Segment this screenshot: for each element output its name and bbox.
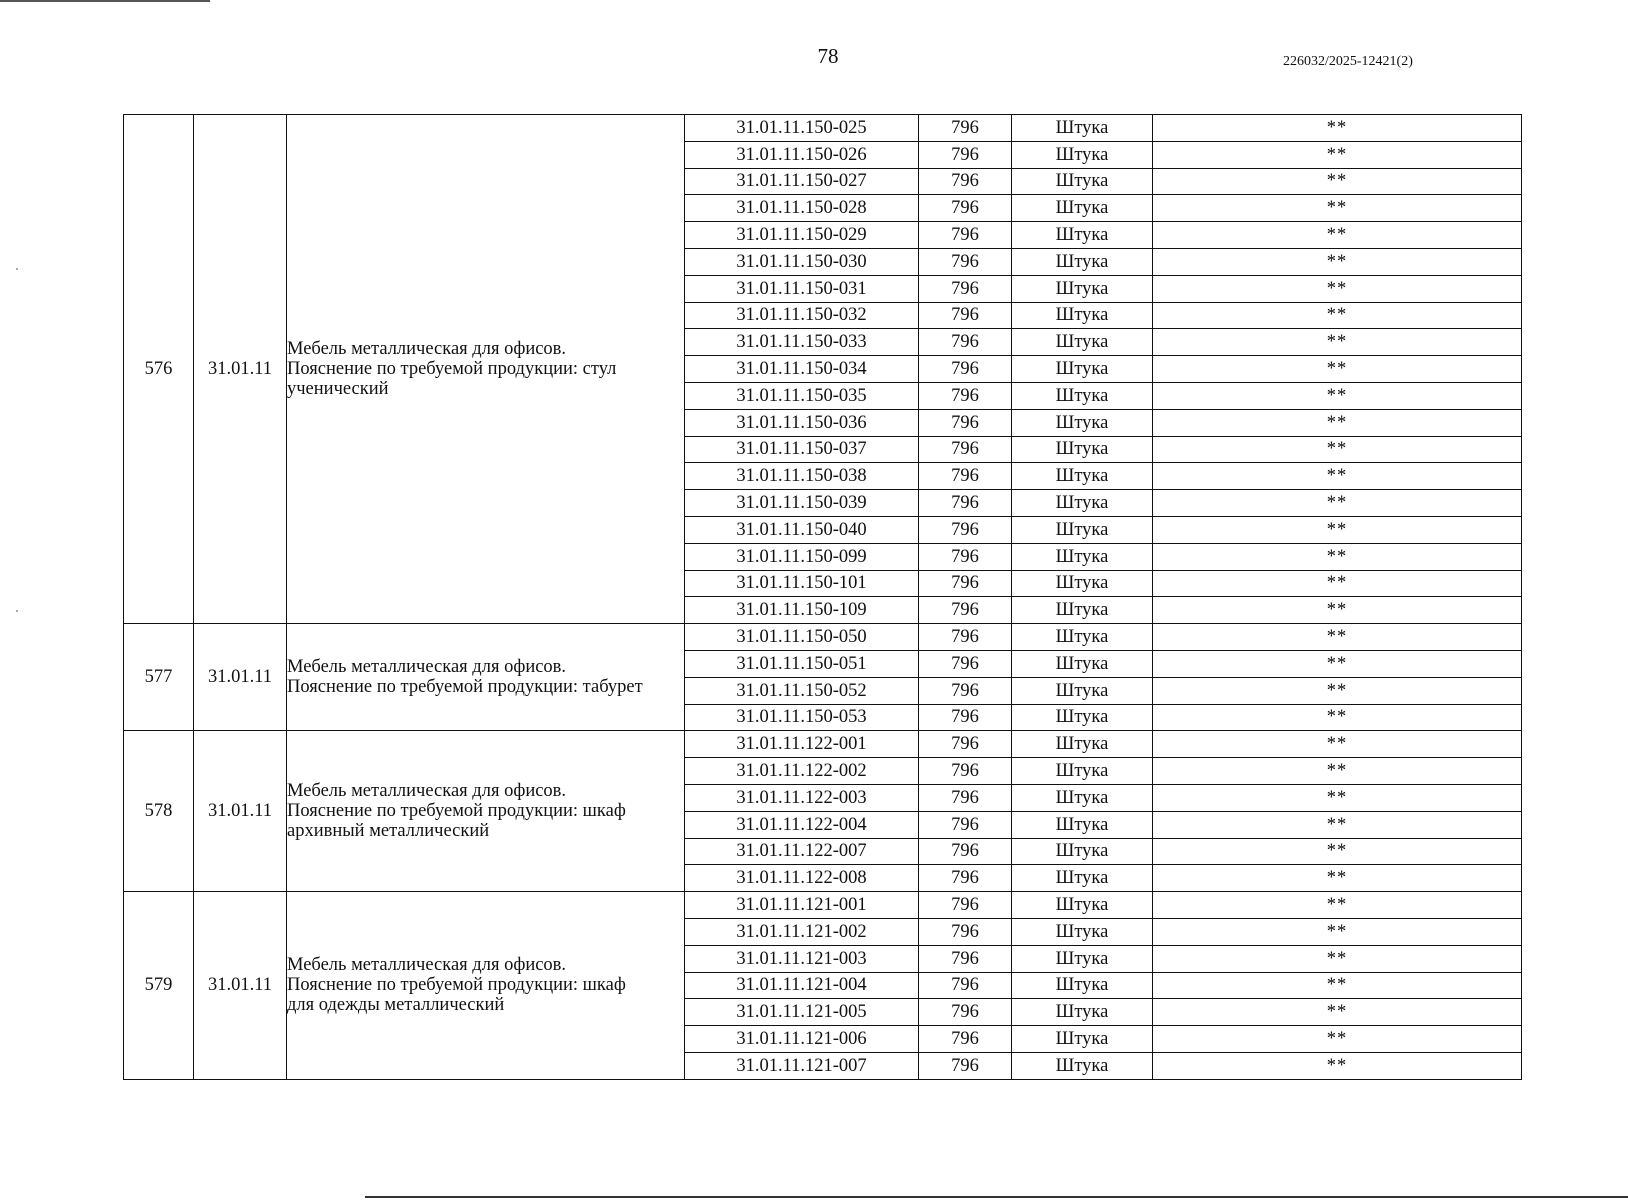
unit-cell: Штука bbox=[1012, 516, 1153, 543]
mark-cell: ** bbox=[1153, 222, 1522, 249]
okei-code-cell: 796 bbox=[919, 1026, 1012, 1053]
okei-code-cell: 796 bbox=[919, 141, 1012, 168]
okei-code-cell: 796 bbox=[919, 436, 1012, 463]
unit-cell: Штука bbox=[1012, 731, 1153, 758]
ktru-code-cell: 31.01.11.122-007 bbox=[685, 838, 919, 865]
okei-code-cell: 796 bbox=[919, 275, 1012, 302]
okei-code-cell: 796 bbox=[919, 811, 1012, 838]
unit-cell: Штука bbox=[1012, 811, 1153, 838]
unit-cell: Штука bbox=[1012, 1052, 1153, 1079]
ktru-code-cell: 31.01.11.150-034 bbox=[685, 356, 919, 383]
mark-cell: ** bbox=[1153, 1052, 1522, 1079]
unit-cell: Штука bbox=[1012, 356, 1153, 383]
okei-code-cell: 796 bbox=[919, 704, 1012, 731]
mark-cell: ** bbox=[1153, 516, 1522, 543]
unit-cell: Штука bbox=[1012, 1026, 1153, 1053]
ktru-code-cell: 31.01.11.150-030 bbox=[685, 248, 919, 275]
unit-cell: Штука bbox=[1012, 463, 1153, 490]
okei-code-cell: 796 bbox=[919, 865, 1012, 892]
products-table bbox=[123, 114, 1522, 1080]
ktru-code-cell: 31.01.11.121-002 bbox=[685, 918, 919, 945]
unit-cell: Штука bbox=[1012, 490, 1153, 517]
scan-speck bbox=[16, 610, 18, 612]
unit-cell: Штука bbox=[1012, 382, 1153, 409]
mark-cell: ** bbox=[1153, 758, 1522, 785]
ktru-code-cell: 31.01.11.122-002 bbox=[685, 758, 919, 785]
description-line: Пояснение по требуемой продукции: стул bbox=[287, 359, 617, 380]
unit-cell: Штука bbox=[1012, 168, 1153, 195]
ktru-code-cell: 31.01.11.150-037 bbox=[685, 436, 919, 463]
okei-code-cell: 796 bbox=[919, 677, 1012, 704]
ktru-code-cell: 31.01.11.150-026 bbox=[685, 141, 919, 168]
mark-cell: ** bbox=[1153, 275, 1522, 302]
mark-cell: ** bbox=[1153, 892, 1522, 919]
table-row bbox=[124, 892, 1522, 919]
mark-cell: ** bbox=[1153, 677, 1522, 704]
mark-cell: ** bbox=[1153, 865, 1522, 892]
okei-code-cell: 796 bbox=[919, 918, 1012, 945]
okei-code-cell: 796 bbox=[919, 409, 1012, 436]
okei-code-cell: 796 bbox=[919, 115, 1012, 142]
unit-cell: Штука bbox=[1012, 115, 1153, 142]
description-line: Мебель металлическая для офисов. bbox=[287, 781, 567, 802]
product-description-cell bbox=[287, 115, 685, 624]
mark-cell: ** bbox=[1153, 195, 1522, 222]
table-row bbox=[124, 731, 1522, 758]
okei-code-cell: 796 bbox=[919, 168, 1012, 195]
ktru-code-cell: 31.01.11.150-101 bbox=[685, 570, 919, 597]
position-number-cell: 578 bbox=[124, 731, 194, 892]
unit-cell: Штука bbox=[1012, 838, 1153, 865]
ktru-code-cell: 31.01.11.122-003 bbox=[685, 784, 919, 811]
ktru-code-cell: 31.01.11.150-033 bbox=[685, 329, 919, 356]
mark-cell: ** bbox=[1153, 382, 1522, 409]
okei-code-cell: 796 bbox=[919, 892, 1012, 919]
okei-code-cell: 796 bbox=[919, 195, 1012, 222]
mark-cell: ** bbox=[1153, 115, 1522, 142]
scan-artifact-top bbox=[0, 0, 210, 2]
ktru-code-cell: 31.01.11.150-051 bbox=[685, 650, 919, 677]
scan-artifact-bottom bbox=[365, 1196, 1628, 1198]
unit-cell: Штука bbox=[1012, 570, 1153, 597]
mark-cell: ** bbox=[1153, 248, 1522, 275]
mark-cell: ** bbox=[1153, 436, 1522, 463]
mark-cell: ** bbox=[1153, 356, 1522, 383]
ktru-code-cell: 31.01.11.150-036 bbox=[685, 409, 919, 436]
ktru-code-cell: 31.01.11.150-032 bbox=[685, 302, 919, 329]
mark-cell: ** bbox=[1153, 543, 1522, 570]
unit-cell: Штука bbox=[1012, 865, 1153, 892]
unit-cell: Штука bbox=[1012, 329, 1153, 356]
unit-cell: Штука bbox=[1012, 945, 1153, 972]
okei-code-cell: 796 bbox=[919, 329, 1012, 356]
okpd-code-cell: 31.01.11 bbox=[194, 731, 287, 892]
product-description-cell bbox=[287, 892, 685, 1080]
ktru-code-cell: 31.01.11.150-052 bbox=[685, 677, 919, 704]
unit-cell: Штука bbox=[1012, 436, 1153, 463]
okei-code-cell: 796 bbox=[919, 382, 1012, 409]
ktru-code-cell: 31.01.11.121-006 bbox=[685, 1026, 919, 1053]
mark-cell: ** bbox=[1153, 811, 1522, 838]
ktru-code-cell: 31.01.11.121-005 bbox=[685, 999, 919, 1026]
unit-cell: Штука bbox=[1012, 972, 1153, 999]
unit-cell: Штука bbox=[1012, 892, 1153, 919]
ktru-code-cell: 31.01.11.150-109 bbox=[685, 597, 919, 624]
mark-cell: ** bbox=[1153, 141, 1522, 168]
products-table-body bbox=[124, 115, 1522, 1080]
okei-code-cell: 796 bbox=[919, 490, 1012, 517]
mark-cell: ** bbox=[1153, 731, 1522, 758]
ktru-code-cell: 31.01.11.150-040 bbox=[685, 516, 919, 543]
unit-cell: Штука bbox=[1012, 543, 1153, 570]
okpd-code-cell: 31.01.11 bbox=[194, 892, 287, 1080]
ktru-code-cell: 31.01.11.150-029 bbox=[685, 222, 919, 249]
mark-cell: ** bbox=[1153, 624, 1522, 651]
table-row bbox=[124, 624, 1522, 651]
unit-cell: Штука bbox=[1012, 704, 1153, 731]
mark-cell: ** bbox=[1153, 945, 1522, 972]
unit-cell: Штука bbox=[1012, 597, 1153, 624]
mark-cell: ** bbox=[1153, 570, 1522, 597]
unit-cell: Штука bbox=[1012, 409, 1153, 436]
okei-code-cell: 796 bbox=[919, 784, 1012, 811]
okei-code-cell: 796 bbox=[919, 597, 1012, 624]
mark-cell: ** bbox=[1153, 329, 1522, 356]
ktru-code-cell: 31.01.11.150-053 bbox=[685, 704, 919, 731]
mark-cell: ** bbox=[1153, 409, 1522, 436]
description-line: Мебель металлическая для офисов. bbox=[287, 657, 567, 678]
ktru-code-cell: 31.01.11.150-099 bbox=[685, 543, 919, 570]
okei-code-cell: 796 bbox=[919, 222, 1012, 249]
okei-code-cell: 796 bbox=[919, 570, 1012, 597]
mark-cell: ** bbox=[1153, 490, 1522, 517]
okei-code-cell: 796 bbox=[919, 650, 1012, 677]
unit-cell: Штука bbox=[1012, 248, 1153, 275]
page-number: 78 bbox=[817, 44, 839, 68]
unit-cell: Штука bbox=[1012, 624, 1153, 651]
description-line: для одежды металлический bbox=[287, 995, 505, 1016]
unit-cell: Штука bbox=[1012, 302, 1153, 329]
table-row bbox=[124, 115, 1522, 142]
mark-cell: ** bbox=[1153, 784, 1522, 811]
okei-code-cell: 796 bbox=[919, 463, 1012, 490]
okei-code-cell: 796 bbox=[919, 624, 1012, 651]
ktru-code-cell: 31.01.11.122-008 bbox=[685, 865, 919, 892]
unit-cell: Штука bbox=[1012, 677, 1153, 704]
unit-cell: Штука bbox=[1012, 141, 1153, 168]
ktru-code-cell: 31.01.11.122-001 bbox=[685, 731, 919, 758]
description-line: Пояснение по требуемой продукции: табурет bbox=[287, 677, 643, 698]
okei-code-cell: 796 bbox=[919, 972, 1012, 999]
ktru-code-cell: 31.01.11.121-007 bbox=[685, 1052, 919, 1079]
okei-code-cell: 796 bbox=[919, 1052, 1012, 1079]
okei-code-cell: 796 bbox=[919, 302, 1012, 329]
okei-code-cell: 796 bbox=[919, 516, 1012, 543]
okpd-code-cell: 31.01.11 bbox=[194, 624, 287, 731]
mark-cell: ** bbox=[1153, 838, 1522, 865]
mark-cell: ** bbox=[1153, 918, 1522, 945]
ktru-code-cell: 31.01.11.121-003 bbox=[685, 945, 919, 972]
unit-cell: Штука bbox=[1012, 758, 1153, 785]
mark-cell: ** bbox=[1153, 972, 1522, 999]
okei-code-cell: 796 bbox=[919, 248, 1012, 275]
product-description-cell bbox=[287, 624, 685, 731]
ktru-code-cell: 31.01.11.150-025 bbox=[685, 115, 919, 142]
okei-code-cell: 796 bbox=[919, 356, 1012, 383]
ktru-code-cell: 31.01.11.150-050 bbox=[685, 624, 919, 651]
okei-code-cell: 796 bbox=[919, 543, 1012, 570]
mark-cell: ** bbox=[1153, 302, 1522, 329]
unit-cell: Штука bbox=[1012, 784, 1153, 811]
mark-cell: ** bbox=[1153, 999, 1522, 1026]
position-number-cell: 579 bbox=[124, 892, 194, 1080]
mark-cell: ** bbox=[1153, 597, 1522, 624]
unit-cell: Штука bbox=[1012, 195, 1153, 222]
ktru-code-cell: 31.01.11.150-039 bbox=[685, 490, 919, 517]
scan-speck bbox=[16, 268, 18, 270]
description-line: ученический bbox=[287, 379, 389, 400]
mark-cell: ** bbox=[1153, 463, 1522, 490]
position-number-cell: 577 bbox=[124, 624, 194, 731]
ktru-code-cell: 31.01.11.150-028 bbox=[685, 195, 919, 222]
mark-cell: ** bbox=[1153, 704, 1522, 731]
unit-cell: Штука bbox=[1012, 275, 1153, 302]
ktru-code-cell: 31.01.11.121-004 bbox=[685, 972, 919, 999]
ktru-code-cell: 31.01.11.150-038 bbox=[685, 463, 919, 490]
description-line: Мебель металлическая для офисов. bbox=[287, 955, 567, 976]
okei-code-cell: 796 bbox=[919, 758, 1012, 785]
okei-code-cell: 796 bbox=[919, 838, 1012, 865]
mark-cell: ** bbox=[1153, 1026, 1522, 1053]
ktru-code-cell: 31.01.11.150-031 bbox=[685, 275, 919, 302]
mark-cell: ** bbox=[1153, 650, 1522, 677]
description-line: Пояснение по требуемой продукции: шкаф bbox=[287, 801, 626, 822]
unit-cell: Штука bbox=[1012, 222, 1153, 249]
okei-code-cell: 796 bbox=[919, 731, 1012, 758]
ktru-code-cell: 31.01.11.122-004 bbox=[685, 811, 919, 838]
description-line: Пояснение по требуемой продукции: шкаф bbox=[287, 975, 626, 996]
unit-cell: Штука bbox=[1012, 999, 1153, 1026]
position-number-cell: 576 bbox=[124, 115, 194, 624]
unit-cell: Штука bbox=[1012, 650, 1153, 677]
product-description-cell bbox=[287, 731, 685, 892]
description-line: архивный металлический bbox=[287, 821, 490, 842]
okei-code-cell: 796 bbox=[919, 999, 1012, 1026]
ktru-code-cell: 31.01.11.121-001 bbox=[685, 892, 919, 919]
unit-cell: Штука bbox=[1012, 918, 1153, 945]
ktru-code-cell: 31.01.11.150-027 bbox=[685, 168, 919, 195]
okei-code-cell: 796 bbox=[919, 945, 1012, 972]
ktru-code-cell: 31.01.11.150-035 bbox=[685, 382, 919, 409]
document-reference: 226032/2025-12421(2) bbox=[1283, 54, 1413, 69]
description-line: Мебель металлическая для офисов. bbox=[287, 339, 567, 360]
okpd-code-cell: 31.01.11 bbox=[194, 115, 287, 624]
mark-cell: ** bbox=[1153, 168, 1522, 195]
